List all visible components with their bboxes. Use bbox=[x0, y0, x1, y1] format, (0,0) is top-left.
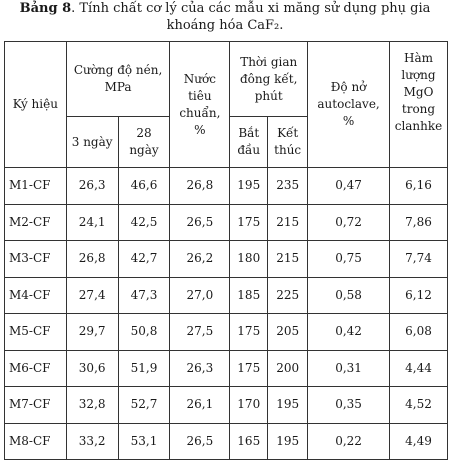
cell-strength-28d: 46,6 bbox=[118, 168, 170, 205]
table-row bbox=[5, 168, 448, 205]
cell-symbol: M2-CF bbox=[5, 204, 67, 241]
header-row-1 bbox=[5, 42, 448, 117]
header-strength: Cường độ nén, MPa bbox=[66, 42, 170, 117]
cell-water: 26,5 bbox=[170, 204, 230, 241]
cell-water: 27,5 bbox=[170, 314, 230, 351]
cell-water: 27,0 bbox=[170, 277, 230, 314]
cell-mgo: 6,08 bbox=[390, 314, 448, 351]
cell-mgo: 4,49 bbox=[390, 423, 448, 460]
cell-symbol: M8-CF bbox=[5, 423, 67, 460]
cell-symbol: M6-CF bbox=[5, 350, 67, 387]
cell-expansion: 0,47 bbox=[308, 168, 390, 205]
cell-expansion: 0,35 bbox=[308, 387, 390, 424]
cell-setting-end: 195 bbox=[268, 423, 308, 460]
cell-strength-28d: 42,7 bbox=[118, 241, 170, 278]
cell-mgo: 7,86 bbox=[390, 204, 448, 241]
header-setting: Thời gian đông kết, phút bbox=[230, 42, 308, 117]
cell-strength-3d: 33,2 bbox=[66, 423, 118, 460]
cell-expansion: 0,22 bbox=[308, 423, 390, 460]
caption-text: . Tính chất cơ lý của các mẫu xi măng sử dụng phụ gia khoáng hóa CaF₂. bbox=[71, 1, 431, 33]
table-row bbox=[5, 387, 448, 424]
cell-symbol: M4-CF bbox=[5, 277, 67, 314]
table-row bbox=[5, 241, 448, 278]
cell-strength-3d: 29,7 bbox=[66, 314, 118, 351]
cell-symbol: M3-CF bbox=[5, 241, 67, 278]
cell-strength-3d: 24,1 bbox=[66, 204, 118, 241]
caption-label: Bảng 8 bbox=[19, 1, 72, 16]
cell-setting-end: 205 bbox=[268, 314, 308, 351]
cell-strength-28d: 42,5 bbox=[118, 204, 170, 241]
header-end: Kết thúc bbox=[268, 117, 308, 168]
cell-expansion: 0,42 bbox=[308, 314, 390, 351]
cell-setting-start: 185 bbox=[230, 277, 268, 314]
cell-water: 26,3 bbox=[170, 350, 230, 387]
cell-setting-end: 215 bbox=[268, 241, 308, 278]
cell-strength-28d: 47,3 bbox=[118, 277, 170, 314]
cell-strength-28d: 51,9 bbox=[118, 350, 170, 387]
cell-setting-start: 175 bbox=[230, 350, 268, 387]
table-row bbox=[5, 277, 448, 314]
cell-setting-end: 235 bbox=[268, 168, 308, 205]
cell-expansion: 0,75 bbox=[308, 241, 390, 278]
table-row bbox=[5, 350, 448, 387]
cell-water: 26,2 bbox=[170, 241, 230, 278]
header-28-days: 28 ngày bbox=[118, 117, 170, 168]
cell-setting-start: 165 bbox=[230, 423, 268, 460]
cell-expansion: 0,72 bbox=[308, 204, 390, 241]
cell-expansion: 0,58 bbox=[308, 277, 390, 314]
header-start: Bắt đầu bbox=[230, 117, 268, 168]
cell-setting-start: 175 bbox=[230, 314, 268, 351]
cell-mgo: 6,16 bbox=[390, 168, 448, 205]
properties-table bbox=[4, 41, 448, 460]
table-row bbox=[5, 204, 448, 241]
cell-expansion: 0,31 bbox=[308, 350, 390, 387]
table-row bbox=[5, 314, 448, 351]
cell-setting-end: 195 bbox=[268, 387, 308, 424]
cell-setting-start: 170 bbox=[230, 387, 268, 424]
cell-strength-28d: 53,1 bbox=[118, 423, 170, 460]
cell-mgo: 4,52 bbox=[390, 387, 448, 424]
cell-strength-3d: 30,6 bbox=[66, 350, 118, 387]
cell-strength-3d: 26,3 bbox=[66, 168, 118, 205]
cell-mgo: 4,44 bbox=[390, 350, 448, 387]
cell-setting-end: 215 bbox=[268, 204, 308, 241]
cell-water: 26,8 bbox=[170, 168, 230, 205]
cell-setting-end: 200 bbox=[268, 350, 308, 387]
table-body bbox=[5, 168, 448, 460]
cell-water: 26,5 bbox=[170, 423, 230, 460]
header-3-days: 3 ngày bbox=[66, 117, 118, 168]
table-row bbox=[5, 423, 448, 460]
cell-mgo: 7,74 bbox=[390, 241, 448, 278]
cell-strength-28d: 52,7 bbox=[118, 387, 170, 424]
cell-water: 26,1 bbox=[170, 387, 230, 424]
table-caption bbox=[0, 0, 450, 34]
cell-setting-start: 180 bbox=[230, 241, 268, 278]
cell-setting-end: 225 bbox=[268, 277, 308, 314]
cell-symbol: M1-CF bbox=[5, 168, 67, 205]
cell-strength-3d: 27,4 bbox=[66, 277, 118, 314]
cell-setting-start: 195 bbox=[230, 168, 268, 205]
header-mgo: Hàm lượng MgO trong clanhke bbox=[390, 42, 448, 168]
cell-mgo: 6,12 bbox=[390, 277, 448, 314]
cell-strength-28d: 50,8 bbox=[118, 314, 170, 351]
header-water: Nước tiêu chuẩn, % bbox=[170, 42, 230, 168]
cell-strength-3d: 26,8 bbox=[66, 241, 118, 278]
header-expansion: Độ nở autoclave, % bbox=[308, 42, 390, 168]
cell-strength-3d: 32,8 bbox=[66, 387, 118, 424]
cell-setting-start: 175 bbox=[230, 204, 268, 241]
cell-symbol: M5-CF bbox=[5, 314, 67, 351]
cell-symbol: M7-CF bbox=[5, 387, 67, 424]
header-symbol: Ký hiệu bbox=[5, 42, 67, 168]
